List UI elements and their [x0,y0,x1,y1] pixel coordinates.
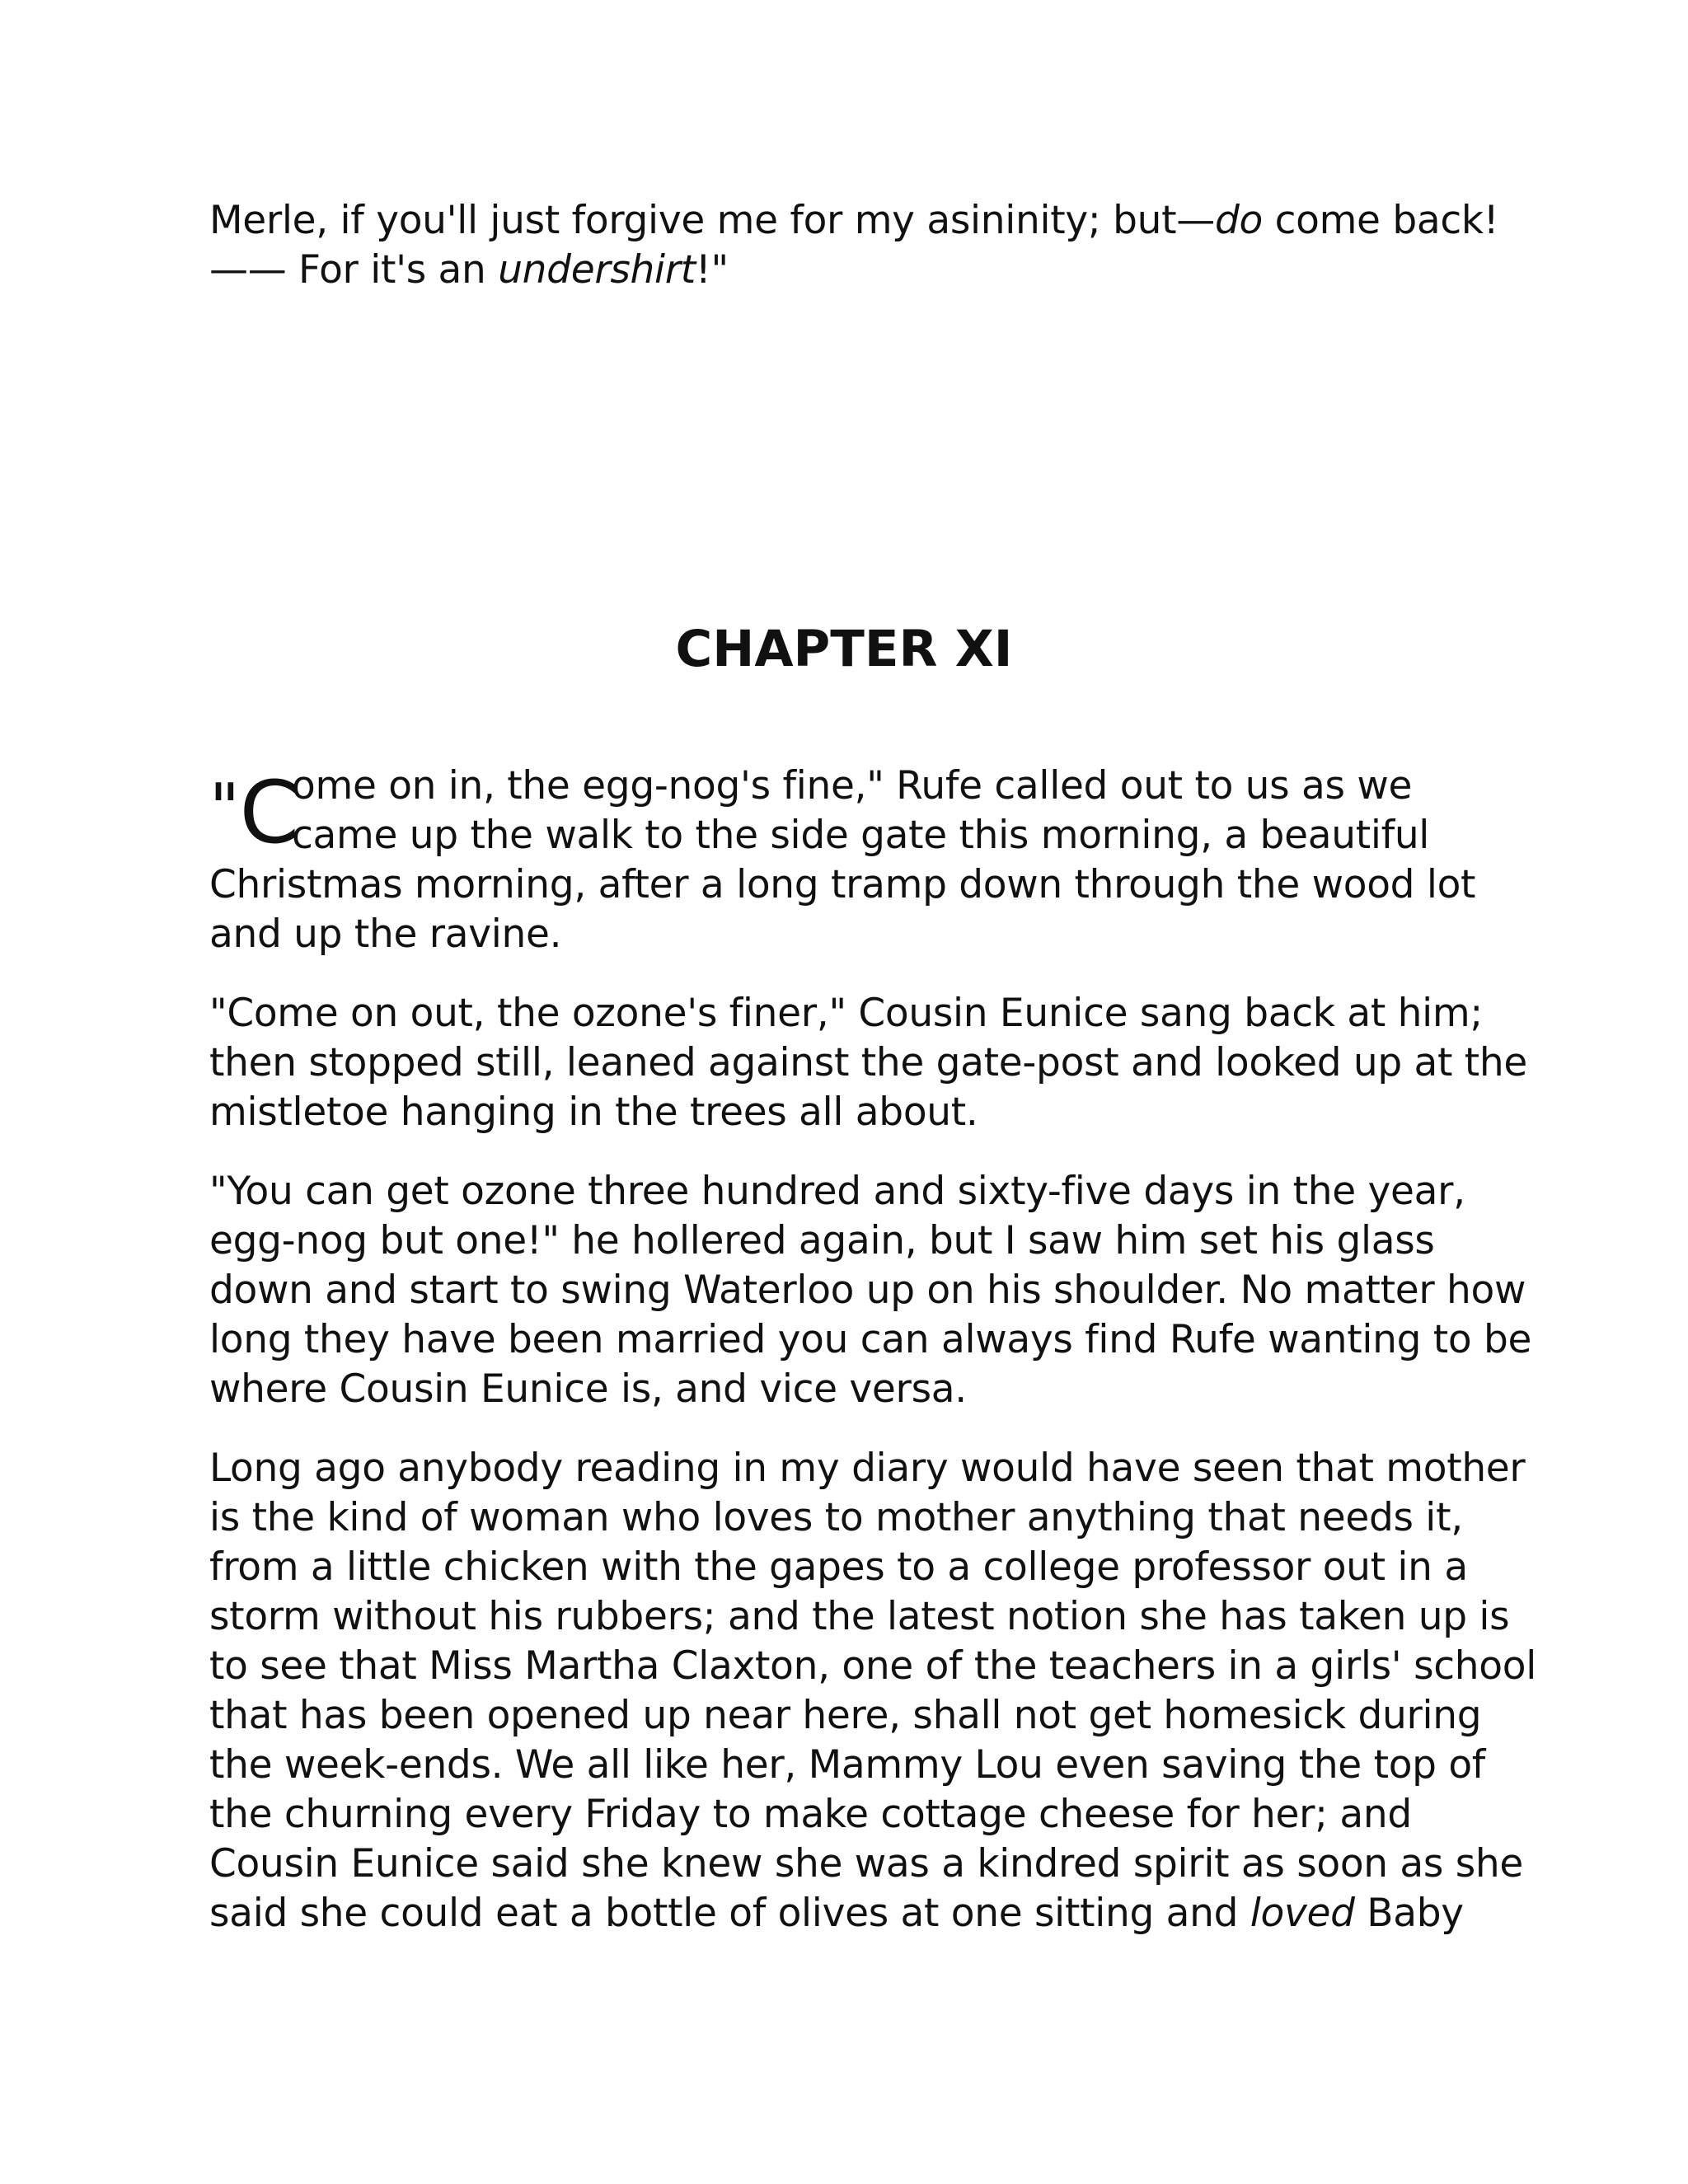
drop-cap-letter: C [239,762,299,863]
text-line: Long ago anybody reading in my diary would have seen that mother [209,1446,1526,1491]
italic-text: do [1214,198,1263,243]
text-run: come back! [1262,198,1499,243]
text-run: said she could eat a bottle of olives at one sitting and [209,1891,1250,1936]
drop-cap [209,762,299,863]
text-line: "You can get ozone three hundred and sixty-five days in the year, [209,1169,1465,1214]
text-line: that has been opened up near here, shall not get homesick during [209,1693,1482,1738]
text-line: where Cousin Eunice is, and vice versa. [209,1366,967,1412]
text-line: the week-ends. We all like her, Mammy Lou even saving the top of [209,1742,1486,1788]
text-run: Baby [1354,1891,1464,1936]
text-line: mistletoe hanging in the trees all about. [209,1090,978,1135]
italic-text: loved [1250,1891,1355,1936]
paragraph-2 [209,989,1528,1137]
text-line: then stopped still, leaned against the gate-post and looked up at the [209,1040,1528,1085]
previous-chapter-ending [209,196,1499,295]
text-line: long they have been married you can always find Rufe wanting to be [209,1317,1532,1362]
text-run: —— For it's an [209,247,499,293]
text-run: Merle, if you'll just forgive me for my asininity; but— [209,198,1215,243]
text-line: Cousin Eunice said she knew she was a kindred spirit as soon as she [209,1841,1524,1886]
text-line: and up the ravine. [209,912,562,957]
text-line: egg-nog but one!" he hollered again, but I saw him set his glass [209,1218,1435,1263]
paragraph-3 [209,1167,1532,1414]
paragraph-4 [209,1444,1536,1938]
text-line: to see that Miss Martha Claxton, one of the teachers in a girls' school [209,1643,1536,1689]
drop-cap-quote: " [209,770,240,846]
italic-text: undershirt [498,247,696,293]
text-line: came up the walk to the side gate this morning, a beautiful [292,813,1430,858]
text-line: Christmas morning, after a long tramp down through the wood lot [209,862,1476,907]
text-line [209,1889,1495,1938]
chapter-title: CHAPTER XI [675,620,1013,678]
text-line [209,246,1495,295]
text-line: storm without his rubbers; and the latest notion she has taken up is [209,1594,1510,1639]
text-run: !" [695,247,729,293]
text-line: from a little chicken with the gapes to a college professor out in a [209,1544,1468,1590]
text-line: down and start to swing Waterloo up on his shoulder. No matter how [209,1268,1526,1313]
text-line [209,196,1499,246]
text-line: "Come on out, the ozone's finer," Cousin Eunice sang back at him; [209,991,1483,1036]
dropcap-lines [209,762,1495,863]
paragraph-1 [209,762,1495,959]
text-line: the churning every Friday to make cottage cheese for her; and [209,1792,1412,1837]
text-line: ome on in, the egg-nog's fine," Rufe called out to us as we [292,763,1413,808]
text-line: is the kind of woman who loves to mother anything that needs it, [209,1495,1463,1540]
